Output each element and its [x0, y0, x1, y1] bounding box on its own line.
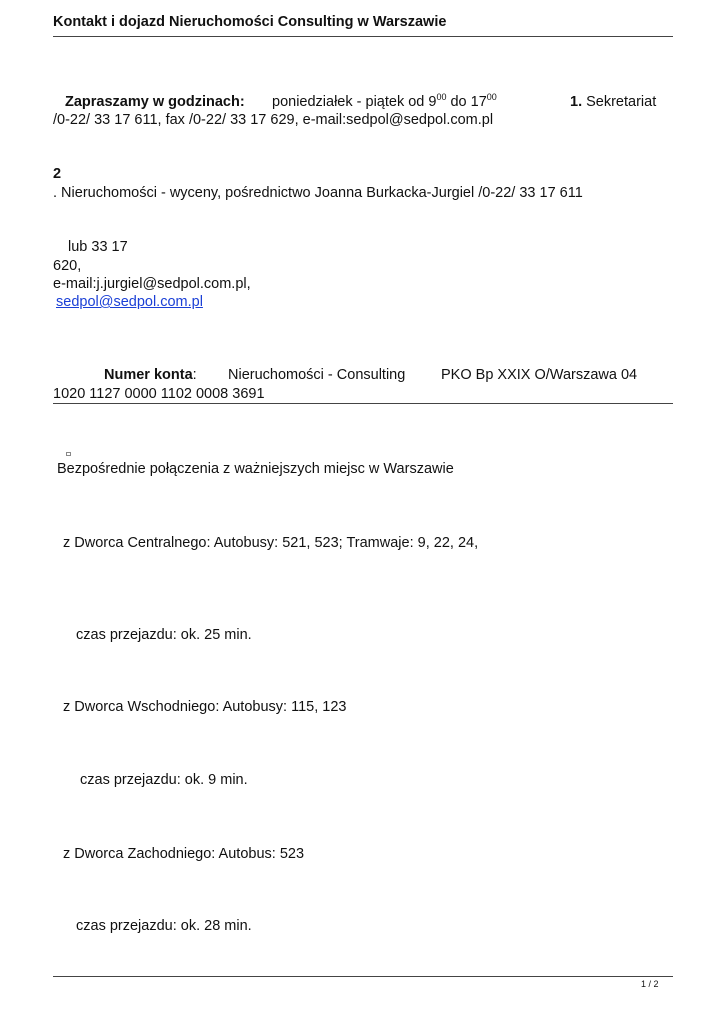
- hours-days: poniedziałek - piątek od 9: [272, 94, 437, 110]
- route-centralny: z Dworca Centralnego: Autobusy: 521, 523; Tramwaje: 9, 22, 24,: [63, 535, 479, 551]
- route-wschodni-time: czas przejazdu: ok. 9 min.: [80, 772, 248, 788]
- account-bank: PKO Bp XXIX O/Warszawa 04: [441, 367, 638, 383]
- account-label: Numer konta: [104, 367, 193, 383]
- route-wschodni: z Dworca Wschodniego: Autobusy: 115, 123: [63, 699, 347, 715]
- hours-label: Zapraszamy w godzinach:: [65, 94, 245, 110]
- hours-to-sup: 00: [486, 92, 497, 102]
- bullet-marker-icon: [66, 452, 71, 456]
- sekretariat-heading: [570, 94, 656, 110]
- section-2-email-link[interactable]: [56, 294, 203, 310]
- section-2-number-620: 620,: [53, 258, 82, 274]
- connections-heading: Bezpośrednie połączenia z ważniejszych miejsc w Warszawie: [57, 461, 454, 477]
- account-number: 1020 1127 0000 1102 0008 3691: [53, 386, 265, 402]
- email-link[interactable]: sedpol@sedpol.com.pl: [56, 294, 203, 310]
- sekretariat-contact: /0-22/ 33 17 611, fax /0-22/ 33 17 629, e-mail:sedpol@sedpol.com.pl: [53, 112, 494, 128]
- sekretariat-label: Sekretariat: [582, 94, 657, 110]
- sekretariat-number: 1.: [570, 94, 583, 110]
- hours-value: [272, 94, 497, 110]
- footer-divider: [53, 976, 673, 977]
- hours-to: do 17: [446, 94, 487, 110]
- header-divider: [53, 36, 673, 37]
- section-2-line: . Nieruchomości - wyceny, pośrednictwo Joanna Burkacka-Jurgiel /0-22/ 33 17 611: [53, 185, 583, 201]
- account-colon: :: [192, 367, 197, 383]
- route-zachodni-time: czas przejazdu: ok. 28 min.: [76, 918, 252, 934]
- page-header-title: Kontakt i dojazd Nieruchomości Consulting w Warszawie: [53, 14, 447, 30]
- section-2-lub: lub 33 17: [68, 239, 128, 255]
- hours-from-sup: 00: [436, 92, 447, 102]
- account-label-row: [104, 367, 197, 383]
- account-divider: [53, 403, 673, 404]
- route-zachodni: z Dworca Zachodniego: Autobus: 523: [63, 846, 305, 862]
- route-centralny-time: czas przejazdu: ok. 25 min.: [76, 627, 252, 643]
- section-2-number: 2: [53, 166, 62, 182]
- section-2-email: e-mail:j.jurgiel@sedpol.com.pl,: [53, 276, 251, 292]
- page-number: 1 / 2: [641, 979, 659, 989]
- account-name: Nieruchomości - Consulting: [228, 367, 406, 383]
